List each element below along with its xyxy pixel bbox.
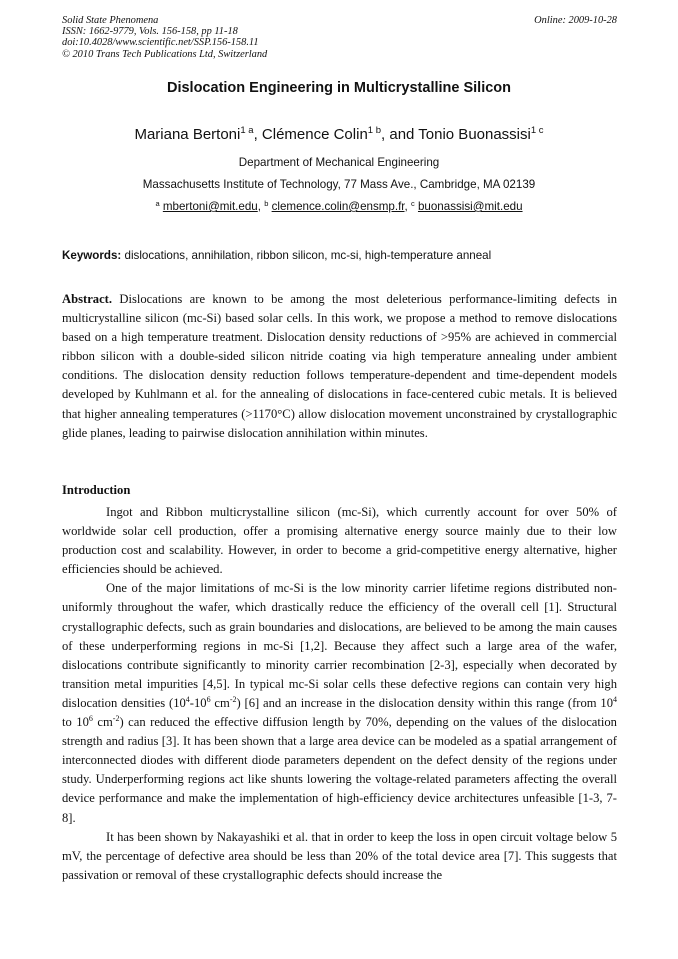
issn-line: ISSN: 1662-9779, Vols. 156-158, pp 11-18 bbox=[62, 26, 238, 38]
email-link[interactable]: buonassisi@mit.edu bbox=[417, 200, 523, 213]
paragraph-text: ) [6] and an increase in the dislocation density within this range (from 10 bbox=[236, 695, 613, 710]
introduction-body bbox=[62, 503, 617, 885]
author-name: Clémence Colin bbox=[261, 126, 368, 143]
email-sup: c bbox=[410, 199, 415, 208]
author-name: Mariana Bertoni bbox=[134, 126, 241, 143]
doi-line: doi:10.4028/www.scientific.net/SSP.156-158.11 bbox=[62, 37, 259, 49]
paragraph-text: cm bbox=[210, 695, 230, 710]
paragraph bbox=[62, 579, 617, 827]
abstract bbox=[62, 290, 617, 443]
abstract-label: Abstract. bbox=[62, 292, 113, 306]
exponent: 6 bbox=[206, 694, 211, 704]
exponent: 6 bbox=[88, 714, 93, 724]
email-sup: b bbox=[264, 199, 269, 208]
online-date: Online: 2009-10-28 bbox=[534, 15, 617, 26]
exponent: -2 bbox=[112, 714, 120, 724]
paragraph-text: ) can reduced the effective diffusion length by 70%, depending on the values of the dislocation strength and radius [3]. It has been shown that a large area device can be modeled as a spatial arrangement of interconnected diodes with different diode parameters dependent on the defect density of the regions under study. Underperforming regions act like shunts lowering the voltage-related parameters affecting the overall device performance and make the implementation of high-efficiency device architectures unfeasible [1-3, 7-8]. bbox=[62, 715, 617, 825]
email-list: $^a$ mbertoni@mit.edu, $^b$ clemence.colin@ensmp.fr, $^c$ buonassisi@mit.edu bbox=[155, 199, 523, 213]
paragraph: Ingot and Ribbon multicrystalline silicon (mc-Si), which currently account for over 50% of worldwide solar cell production, offer a promising alternative energy source mainly due to their low production cost and scalability. However, in order to become a grid-competitive energy alternative, higher efficiencies should be achieved. bbox=[62, 505, 617, 577]
author-separator: , and bbox=[381, 126, 419, 143]
author-sup: 1 b bbox=[367, 125, 382, 136]
author-sup: 1 c bbox=[530, 125, 544, 136]
section-heading: Introduction bbox=[62, 483, 131, 497]
exponent: -2 bbox=[229, 694, 237, 704]
keywords-label: Keywords: bbox=[62, 249, 122, 262]
paragraph-text: cm bbox=[92, 715, 113, 730]
author-sup: 1 a bbox=[240, 125, 254, 136]
exponent: 4 bbox=[613, 694, 617, 704]
abstract-text: Dislocations are known to be among the most deleterious performance-limiting defects in multicrystalline silicon (mc-Si) based solar cells. In this work, we propose a method to remove dislocations based on a high temperature treatment. Dislocation density reductions of >95% are achieved in commercial ribbon silicon with a double-sided silicon nitride coating via high temperature annealing under ambient conditions. The dislocation density reduction follows temperature-dependent and time-dependent models developed by Kuhlmann et al. for the annealing of dislocations in face-centered cubic metals. It is believed that higher annealing temperatures (>1170°C) allow dislocation movement unconstrained by crystallographic glide planes, leading to pairwise dislocation annihilation within minutes. bbox=[62, 292, 617, 440]
copyright-line: © 2010 Trans Tech Publications Ltd, Switzerland bbox=[62, 48, 268, 60]
keywords-text: dislocations, annihilation, ribbon silicon, mc-si, high-temperature anneal bbox=[124, 249, 492, 262]
author-name: Tonio Buonassisi bbox=[418, 126, 531, 143]
paragraph: It has been shown by Nakayashiki et al. that in order to keep the loss in open circuit voltage below 5 mV, the percentage of defective area should be less than 20% of the total device area [7]. This suggests that passivation or removal of these crystallographic defects should increase the bbox=[62, 829, 617, 882]
keywords bbox=[62, 249, 618, 262]
author-separator: , bbox=[253, 126, 262, 143]
journal-name: Solid State Phenomena bbox=[62, 15, 159, 26]
department: Department of Mechanical Engineering bbox=[238, 156, 440, 169]
paper-title: Dislocation Engineering in Multicrystalline Silicon bbox=[166, 80, 512, 96]
institute-address: Massachusetts Institute of Technology, 77 Mass Ave., Cambridge, MA 02139 bbox=[142, 178, 536, 191]
exponent: 4 bbox=[185, 694, 190, 704]
author-list bbox=[0, 126, 678, 143]
paragraph-text: One of the major limitations of mc-Si is the low minority carrier lifetime regions distributed non-uniformly throughout the wafer, which drastically reduce the efficiency of the overall cell [1]. Structural crystallographic defects, such as grain boundaries and dislocations, are believed to be among the main causes of these underperforming regions in mc-Si [1,2]. Because they affect such a large area of the wafer, dislocations contribute significantly to minority carrier recombination [2-3], especially when decorated by transition metal impurities [4,5]. In typical mc-Si solar cells these defective regions can contain very high dislocation densities (10 bbox=[62, 581, 617, 710]
paragraph-text: -10 bbox=[189, 695, 207, 710]
email-link[interactable]: mbertoni@mit.edu bbox=[162, 200, 258, 213]
email-link[interactable]: clemence.colin@ensmp.fr bbox=[271, 200, 405, 213]
journal-header bbox=[62, 15, 617, 60]
email-sup: a bbox=[155, 199, 160, 208]
paragraph-text: to 10 bbox=[62, 715, 89, 730]
